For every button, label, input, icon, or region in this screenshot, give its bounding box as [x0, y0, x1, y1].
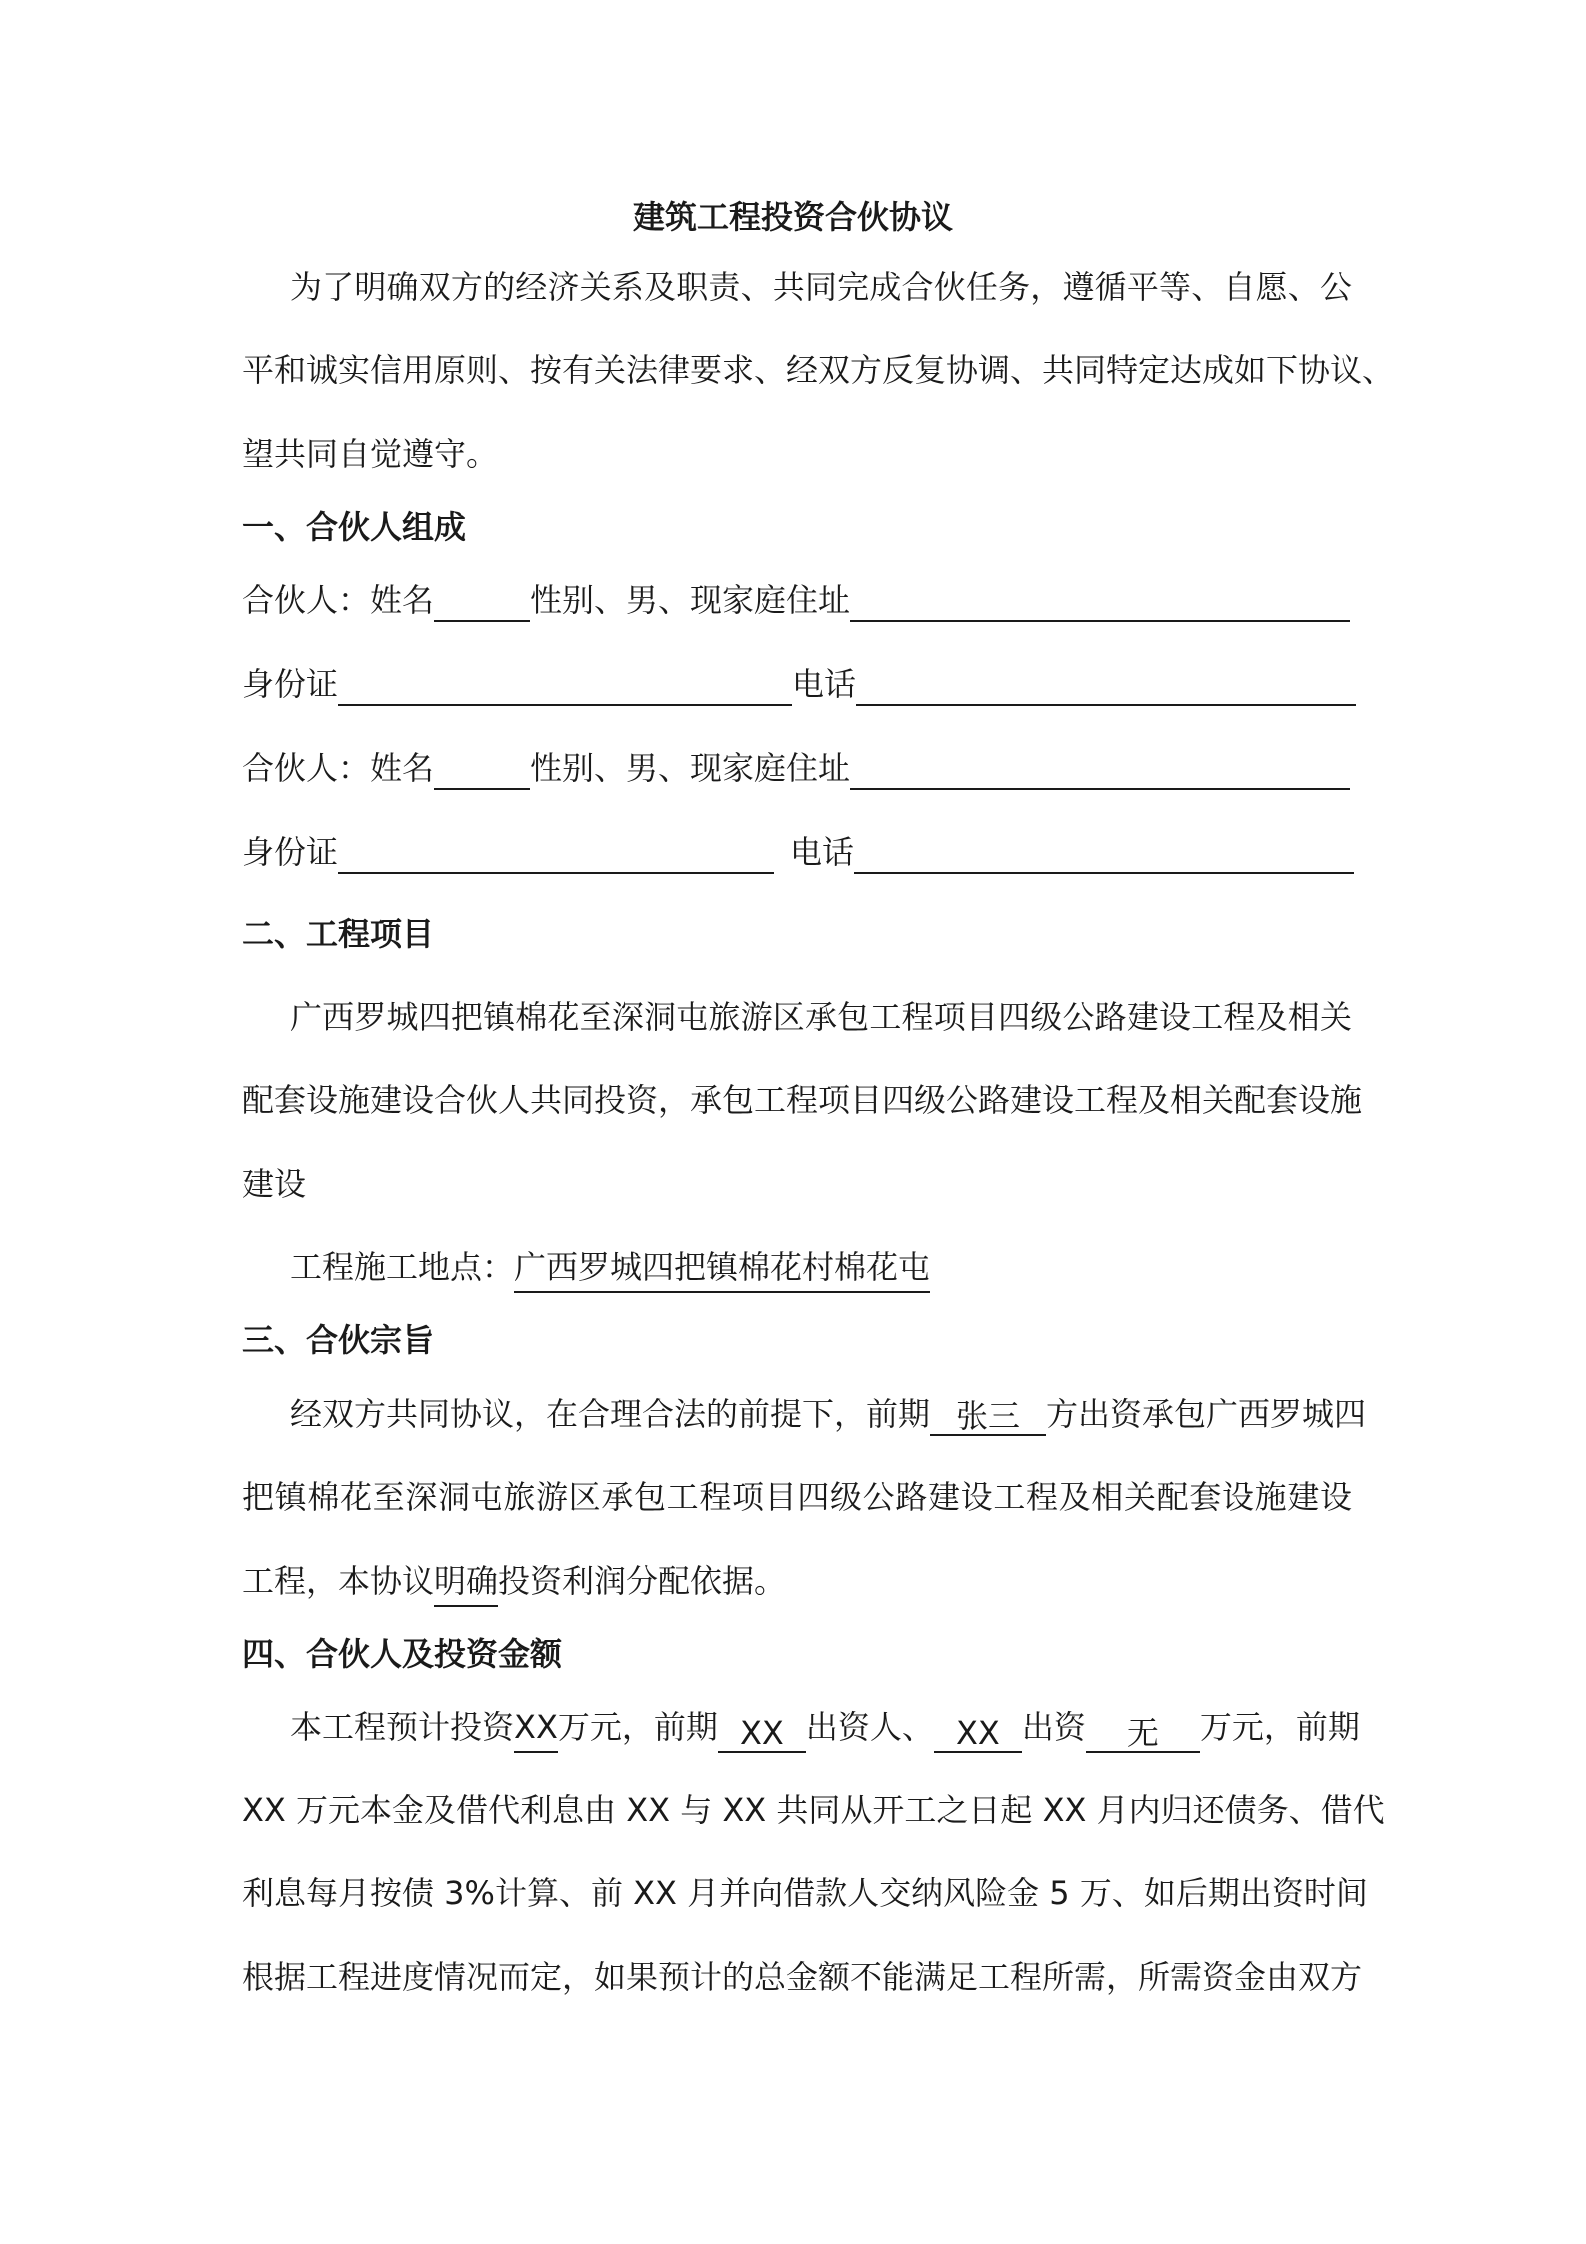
partner-row-2 [242, 746, 1352, 790]
section-1-heading: 一、合伙人组成 [242, 508, 467, 546]
partner-name-blank [434, 748, 530, 790]
purpose-line-1 [290, 1392, 1400, 1436]
investment-line-2: XX 万元本金及借代利息由 XX 与 XX 共同从开工之日起 XX 月内归还债务、借代 [242, 1791, 1385, 1829]
investment-text: 万元，前期 [557, 1708, 718, 1746]
phone-blank [856, 664, 1356, 706]
purpose-text: 方出资承包广西罗城四 [1046, 1395, 1367, 1433]
phone-blank [854, 832, 1354, 874]
investor-b-blank: XX [934, 1711, 1022, 1753]
investment-text: 万元，前期 [1199, 1708, 1360, 1746]
purpose-line-2: 把镇棉花至深洞屯旅游区承包工程项目四级公路建设工程及相关配套设施建设 [242, 1478, 1352, 1516]
id-label: 身份证 [242, 665, 339, 703]
investor-name: 张三 [930, 1394, 1046, 1436]
investor-a-blank: XX [718, 1711, 806, 1753]
partner-name-label: 合伙人：姓名 [242, 581, 435, 619]
investment-text: 出资 [1021, 1708, 1086, 1746]
purpose-text: 工程，本协议 [242, 1562, 435, 1600]
partner-gender-address-label: 性别、男、现家庭住址 [530, 749, 851, 787]
partner-id-row-2 [242, 830, 1352, 874]
id-blank [338, 832, 774, 874]
purpose-text: 经双方共同协议，在合理合法的前提下，前期 [290, 1395, 931, 1433]
partner-address-blank [850, 748, 1350, 790]
intro-line-1: 为了明确双方的经济关系及职责、共同完成合伙任务，遵循平等、自愿、公 [290, 268, 1352, 306]
phone-label: 电话 [792, 665, 857, 703]
id-label: 身份证 [242, 833, 339, 871]
site-value: 广西罗城四把镇棉花村棉花屯 [514, 1245, 930, 1293]
partner-name-label: 合伙人：姓名 [242, 749, 435, 787]
partner-name-blank [434, 580, 530, 622]
investment-text: 本工程预计投资 [290, 1708, 515, 1746]
section-2-heading: 二、工程项目 [242, 915, 435, 953]
document-title: 建筑工程投资合伙协议 [632, 198, 953, 236]
investment-amount-blank: 无 [1086, 1711, 1200, 1753]
investment-text: 出资人、 [805, 1708, 934, 1746]
investment-line-3: 利息每月按债 3%计算、前 XX 月并向借款人交纳风险金 5 万、如后期出资时间 [242, 1874, 1368, 1912]
investment-line-1 [290, 1705, 1400, 1753]
section-4-heading: 四、合伙人及投资金额 [242, 1635, 563, 1673]
section-3-heading: 三、合伙宗旨 [242, 1321, 435, 1359]
intro-line-3: 望共同自觉遵守。 [242, 435, 499, 473]
project-line-1: 广西罗城四把镇棉花至深洞屯旅游区承包工程项目四级公路建设工程及相关 [290, 998, 1352, 1036]
total-investment-value: XX [514, 1705, 558, 1753]
site-label: 工程施工地点： [290, 1248, 515, 1286]
investment-line-4: 根据工程进度情况而定，如果预计的总金额不能满足工程所需，所需资金由双方 [242, 1958, 1363, 1996]
construction-site-row [290, 1245, 1400, 1293]
underlined-text: 明确 [434, 1559, 498, 1607]
partner-gender-address-label: 性别、男、现家庭住址 [530, 581, 851, 619]
project-line-3: 建设 [242, 1165, 307, 1203]
partner-row-1 [242, 578, 1352, 622]
partner-address-blank [850, 580, 1350, 622]
purpose-line-3 [242, 1559, 1352, 1607]
phone-label: 电话 [790, 833, 855, 871]
intro-line-2: 平和诚实信用原则、按有关法律要求、经双方反复协调、共同特定达成如下协议、 [242, 351, 1395, 389]
partner-id-row-1 [242, 662, 1352, 706]
purpose-text: 投资利润分配依据。 [498, 1562, 787, 1600]
id-blank [338, 664, 792, 706]
project-line-2: 配套设施建设合伙人共同投资，承包工程项目四级公路建设工程及相关配套设施 [242, 1081, 1363, 1119]
